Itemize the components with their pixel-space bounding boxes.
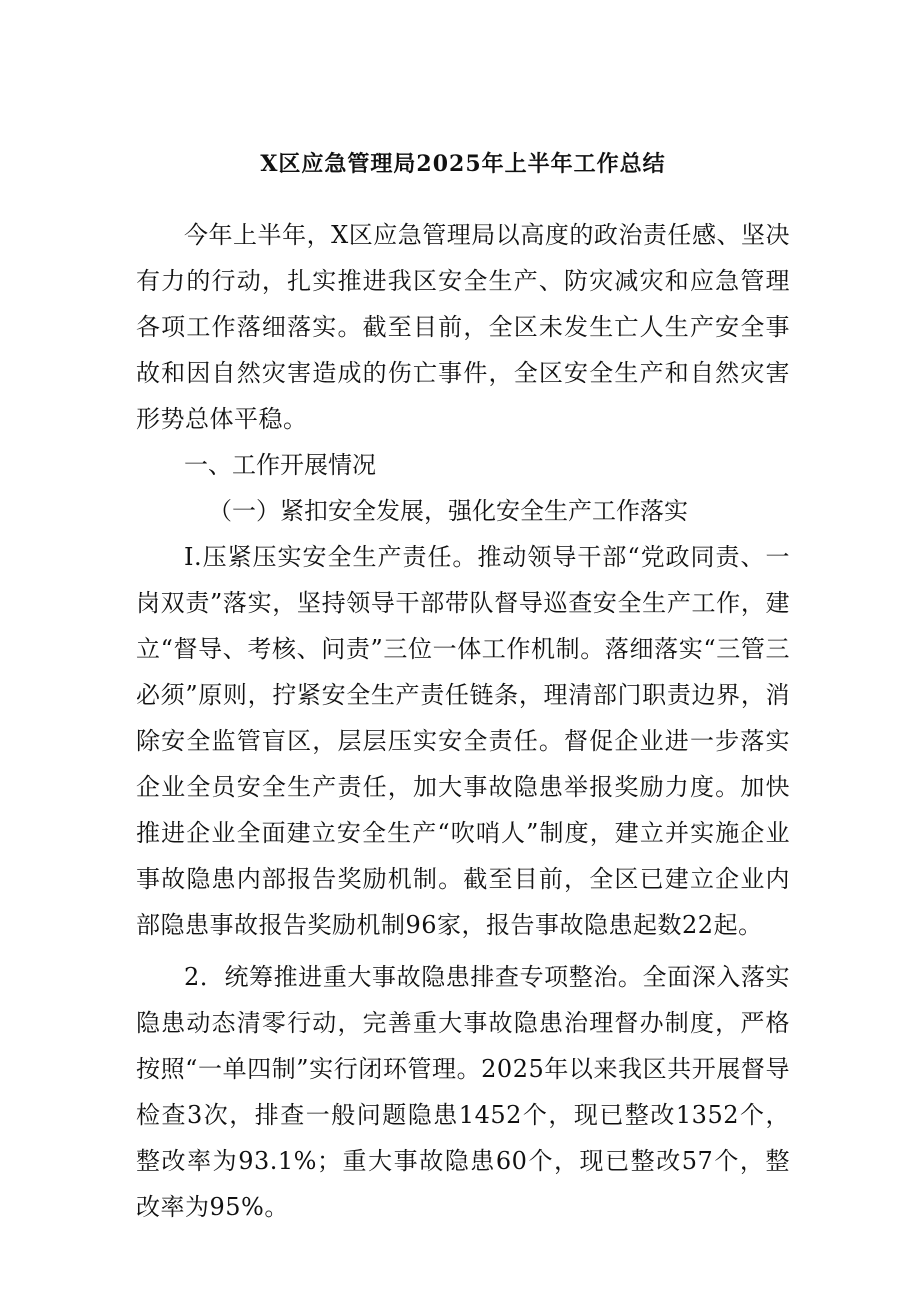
document-title: X区应急管理局2025年上半年工作总结 [260, 151, 666, 177]
subsection-heading: （一）紧扣安全发展，强化安全生产工作落实 [208, 497, 688, 525]
item-paragraph-1: I.压紧压实安全生产责任。推动领导干部“党政同责、一岗双责”落实，坚持领导干部带队督导巡查安全生产工作，建立“督导、考核、问责”三位一体工作机制。落细落实“三管三必须”原则，拧紧安全生产责任链条，理清部门职责边界，消除安全监管盲区，层层压实安全责任。督促企业进一步落实企业全员安全生产责任，加大事故隐患举报奖励力度。加快推进企业全面建立安全生产“吹哨人”制度，建立并实施企业事故隐患内部报告奖励机制。截至目前，全区已建立企业内部隐患事故报告奖励机制96家，报告事故隐患起数22起。 [136, 543, 790, 939]
item-paragraph-2: 2．统筹推进重大事故隐患排查专项整治。全面深入落实隐患动态清零行动，完善重大事故隐患治理督办制度，严格按照“一单四制”实行闭环管理。2025年以来我区共开展督导检查3次，排查一般问题隐患1452个，现已整改1352个，整改率为93.1%；重大事故隐患60个，现已整改57个，整改率为95%。 [136, 963, 790, 1221]
section-heading: 一、工作开展情况 [184, 451, 376, 479]
intro-paragraph: 今年上半年，X区应急管理局以高度的政治责任感、坚决有力的行动，扎实推进我区安全生产、防灾减灾和应急管理各项工作落细落实。截至目前，全区未发生亡人生产安全事故和因自然灾害造成的伤亡事件，全区安全生产和自然灾害形势总体平稳。 [136, 221, 790, 433]
